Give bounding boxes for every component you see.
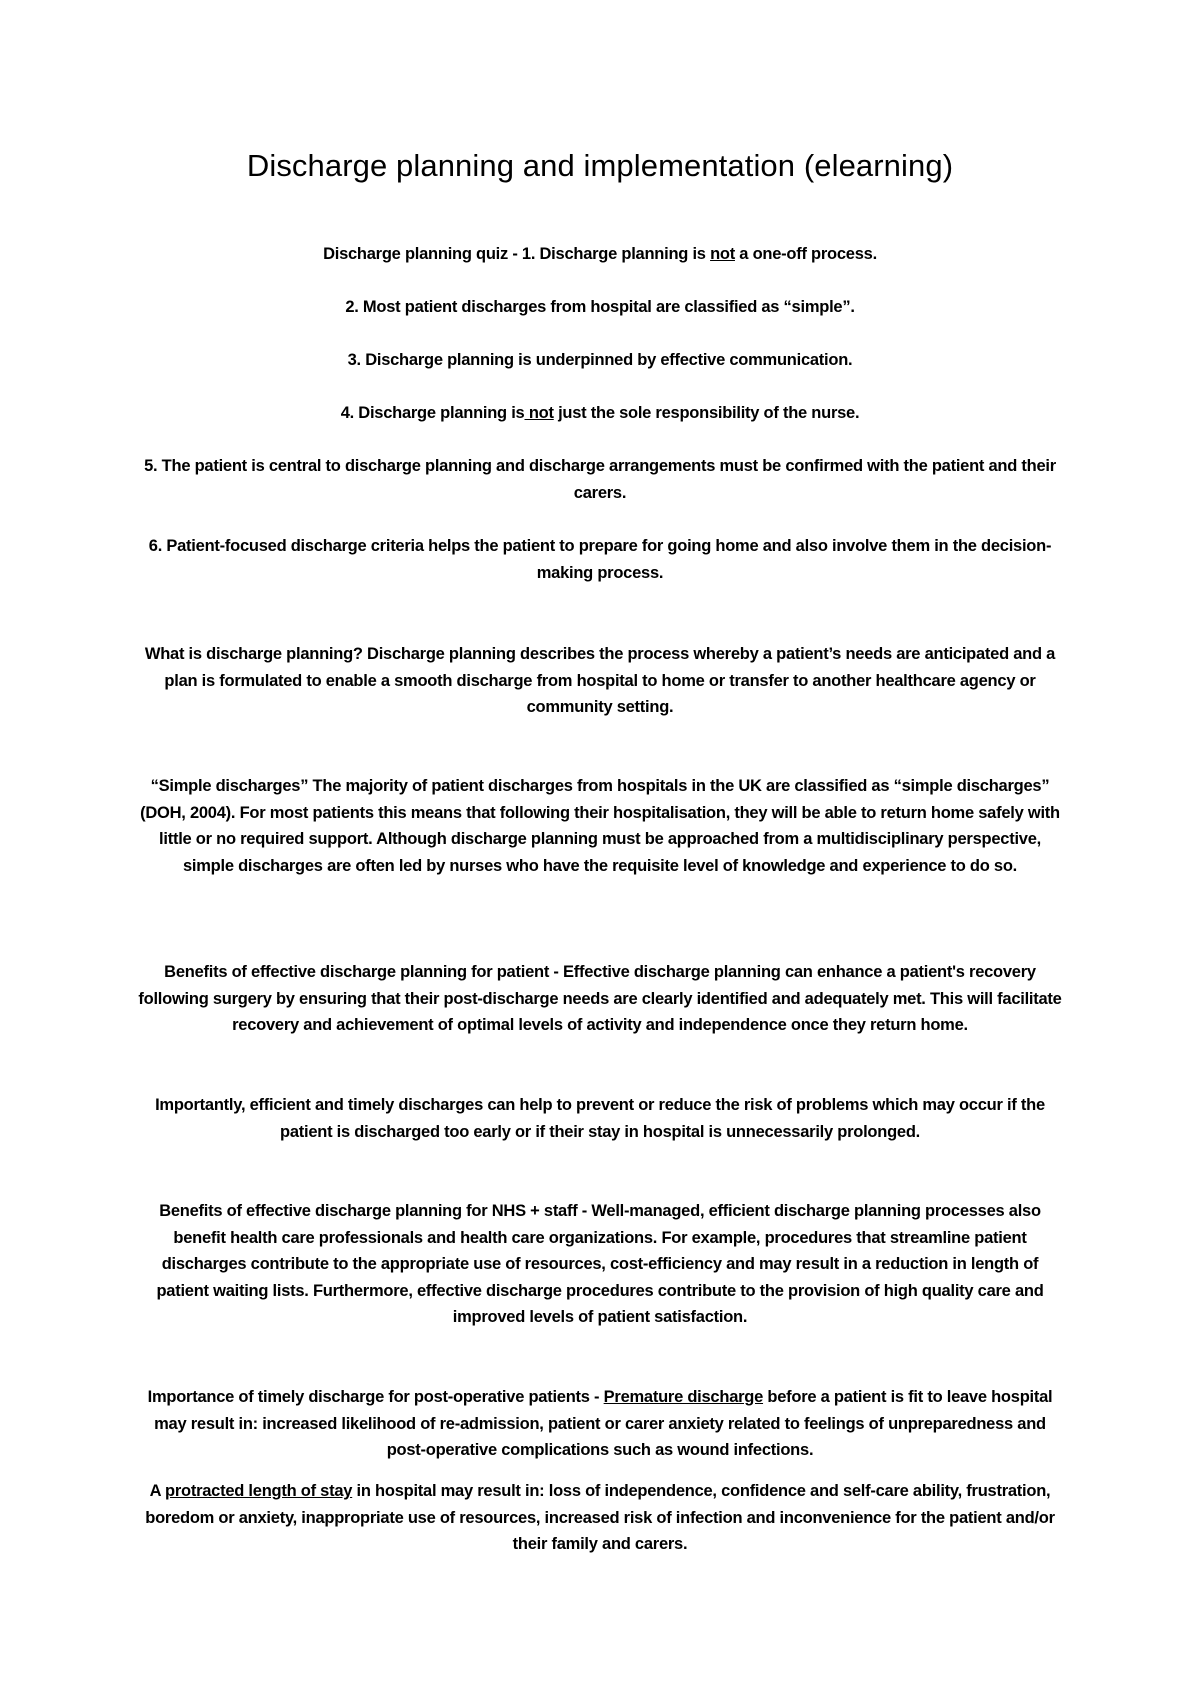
timely-discharge-text: Importance of timely discharge for post-operative patients - [147, 1388, 604, 1406]
quiz-item-5: 5. The patient is central to discharge planning and discharge arrangements must be confirmed with the patient and their carers. [144, 457, 1056, 502]
quiz-item-4-text-end: just the sole responsibility of the nurse. [553, 404, 860, 422]
quiz-item-1-text-end: a one-off process. [734, 245, 877, 263]
quiz-item-4-text: 4. Discharge planning is [340, 404, 525, 422]
paragraph-what-is-discharge-planning: What is discharge planning? Discharge planning describes the process whereby a patient’s needs are anticipated and a plan is formulated to enable a smooth discharge from hospital to home or transfer to another healthcare agency or community setting. [144, 645, 1056, 716]
quiz-item-4 [135, 400, 1065, 427]
timely-discharge-text-end: before a patient is fit to leave hospital may result in: increased likelihood of re-admission, patient or carer anxiety related to feelings of unpreparedness and post-operative complications such as wound infections. [154, 1388, 1053, 1459]
protracted-stay-text: A [149, 1482, 165, 1500]
quiz-item-2: 2. Most patient discharges from hospital are classified as “simple”. [345, 298, 855, 316]
paragraph-benefits-patient: Benefits of effective discharge planning for patient - Effective discharge planning can enhance a patient's recovery following surgery by ensuring that their post-discharge needs are clearly identified and adequately met. This will facilitate recovery and achievement of optimal levels of activity and independence once they return home. [138, 963, 1062, 1034]
paragraph-importantly: Importantly, efficient and timely discharges can help to prevent or reduce the risk of problems which may occur if the patient is discharged too early or if their stay in hospital is unnecessarily prolonged. [155, 1096, 1045, 1141]
quiz-item-1-emphasis: not [710, 245, 735, 263]
paragraph-timely-discharge [135, 1384, 1065, 1464]
quiz-item-1 [135, 241, 1065, 268]
paragraph-simple-discharges: “Simple discharges” The majority of patient discharges from hospitals in the UK are classified as “simple discharges” (DOH, 2004). For most patients this means that following their hospitalisation, they will be able to return home safely with little or no required support. Although discharge planning must be approached from a multidisciplinary perspective, simple discharges are often led by nurses who have the requisite level of knowledge and experience to do so. [140, 777, 1060, 875]
document-title: Discharge planning and implementation (elearning) [246, 148, 954, 183]
paragraph-protracted-stay [135, 1478, 1065, 1558]
quiz-item-1-text: Discharge planning quiz - 1. Discharge planning is [323, 245, 711, 263]
quiz-item-4-emphasis: not [524, 404, 554, 422]
quiz-item-6: 6. Patient-focused discharge criteria helps the patient to prepare for going home and also involve them in the decision-making process. [148, 537, 1052, 582]
protracted-stay-text-end: in hospital may result in: loss of independence, confidence and self-care ability, frustration, boredom or anxiety, inappropriate use of resources, increased risk of infection and inconvenience for the patient and/or their family and carers. [145, 1482, 1055, 1553]
quiz-item-3: 3. Discharge planning is underpinned by effective communication. [347, 351, 853, 369]
timely-discharge-emphasis: Premature discharge [603, 1388, 764, 1406]
protracted-stay-emphasis: protracted length of stay [165, 1482, 353, 1500]
paragraph-benefits-nhs-staff: Benefits of effective discharge planning for NHS + staff - Well-managed, efficient discharge planning processes also benefit health care professionals and health care organizations. For example, procedures that streamline patient discharges contribute to the appropriate use of resources, cost-efficiency and may result in a reduction in length of patient waiting lists. Furthermore, effective discharge procedures contribute to the provision of high quality care and improved levels of patient satisfaction. [156, 1202, 1044, 1326]
